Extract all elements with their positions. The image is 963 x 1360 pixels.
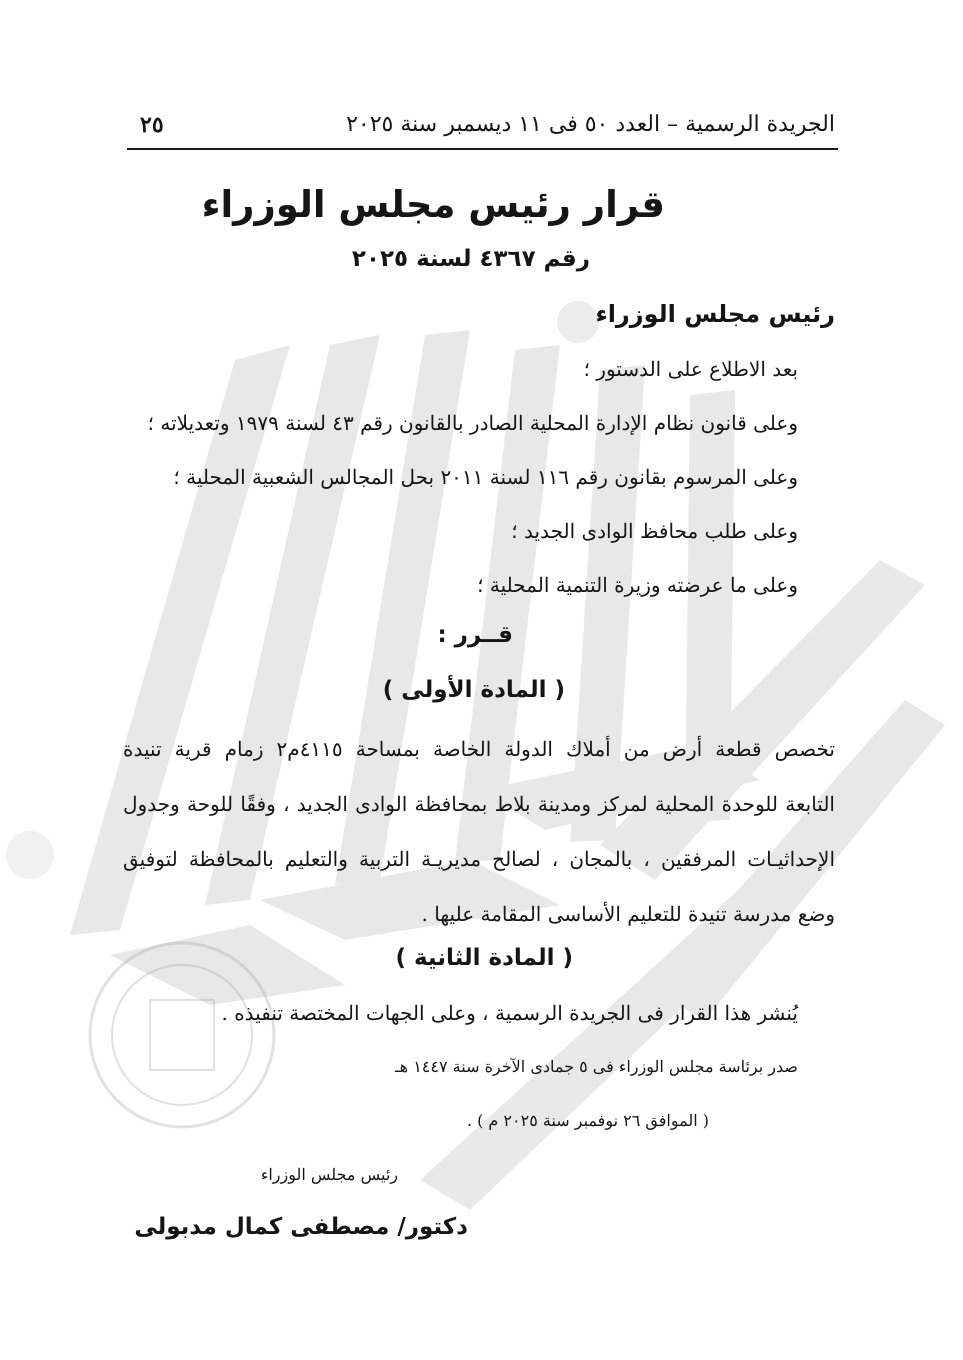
signature-name: دكتور/ مصطفى كمال مدبولى xyxy=(134,1214,468,1240)
article-2-heading: ( المادة الثانية ) xyxy=(395,945,573,971)
recital-governor-request: وعلى طلب محافظ الوادى الجديد ؛ xyxy=(511,519,798,543)
recital-decree-law: وعلى المرسوم بقانون رقم ١١٦ لسنة ٢٠١١ بحل المجالس الشعبية المحلية ؛ xyxy=(173,465,798,489)
article-1-line: التابعة للوحدة المحلية لمركز ومدينة بلاط بمحافظة الوادى الجديد ، وفقًا للوحة وجدول xyxy=(123,792,835,816)
article-2-body: يُنشر هذا القرار فى الجريدة الرسمية ، وعلى الجهات المختصة تنفيذه . xyxy=(221,1001,798,1025)
recital-minister-submission: وعلى ما عرضته وزيرة التنمية المحلية ؛ xyxy=(477,573,798,597)
article-1-line: تخصص قطعة أرض من أملاك الدولة الخاصة بمساحة ٤١١٥م٢ زمام قرية تنيدة xyxy=(123,737,835,761)
article-1-body xyxy=(123,731,835,951)
article-1-line: الإحداثيـات المرفقين ، بالمجان ، لصالح مديريـة التربية والتعليم بالمحافظة لتوفيق xyxy=(123,847,836,871)
article-1-line: وضع مدرسة تنيدة للتعليم الأساسى المقامة عليها . xyxy=(421,902,835,926)
issued-hijri-date: صدر برئاسة مجلس الوزراء فى ٥ جمادى الآخرة سنة ١٤٤٧ هـ xyxy=(394,1057,798,1076)
decree-number: رقم ٤٣٦٧ لسنة ٢٠٢٥ xyxy=(351,246,590,272)
decree-title: قرار رئيس مجلس الوزراء xyxy=(201,183,665,226)
article-1-heading: ( المادة الأولى ) xyxy=(382,677,565,703)
issuer-heading: رئيس مجلس الوزراء xyxy=(595,300,835,328)
gazette-header-title: الجريدة الرسمية – العدد ٥٠ فى ١١ ديسمبر سنة ٢٠٢٥ xyxy=(346,112,835,137)
recital-constitution: بعد الاطلاع على الدستور ؛ xyxy=(583,357,798,381)
signature-title: رئيس مجلس الوزراء xyxy=(260,1165,398,1184)
recital-local-admin-law: وعلى قانون نظام الإدارة المحلية الصادر بالقانون رقم ٤٣ لسنة ١٩٧٩ وتعديلاته ؛ xyxy=(147,411,798,435)
header-divider xyxy=(127,148,838,150)
page-number: ٢٥ xyxy=(140,112,164,138)
decided-heading: قــرر : xyxy=(437,622,513,648)
issued-gregorian-date: ( الموافق ٢٦ نوفمبر سنة ٢٠٢٥ م ) . xyxy=(466,1111,709,1130)
